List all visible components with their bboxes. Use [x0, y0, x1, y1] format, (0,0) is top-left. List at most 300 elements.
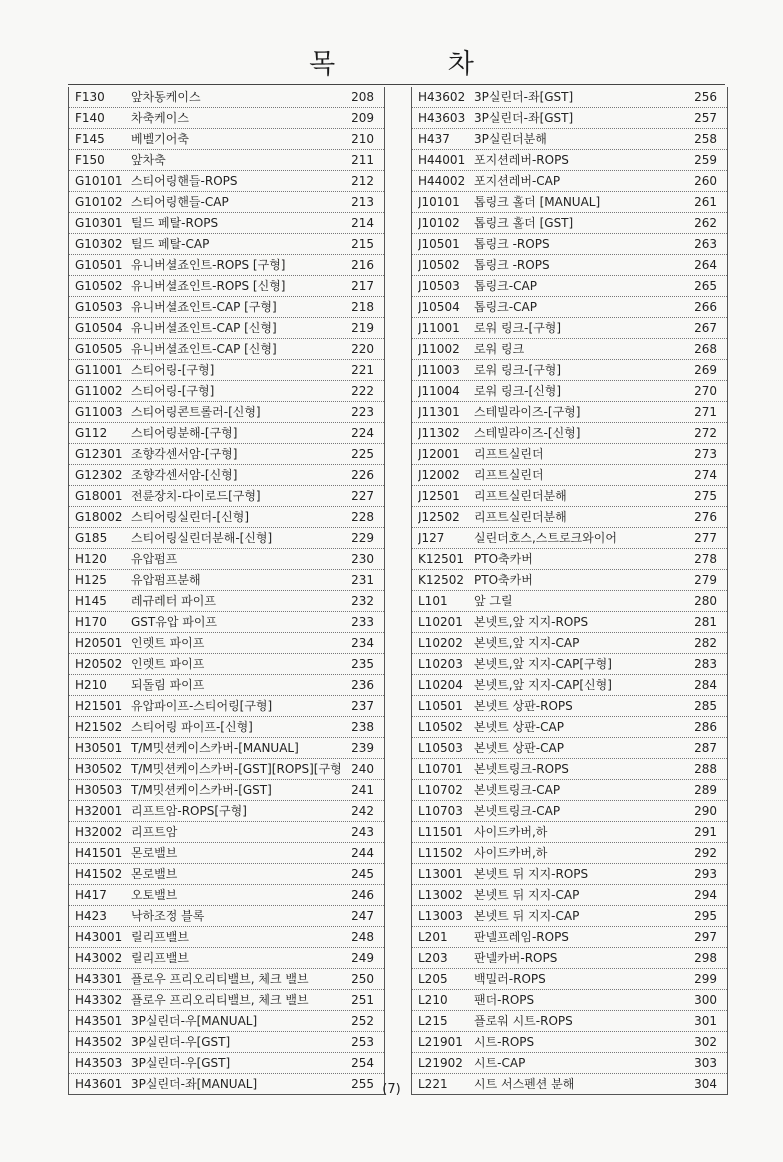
- toc-entry: [69, 192, 384, 213]
- toc-entry-code: G18002: [75, 510, 123, 524]
- toc-entry-code: K12502: [418, 573, 465, 587]
- toc-entry: [412, 906, 727, 927]
- toc-entry: [69, 150, 384, 171]
- toc-entry: [69, 129, 384, 150]
- toc-entry-page: 236: [351, 678, 374, 692]
- toc-entry: [412, 192, 727, 213]
- toc-entry-code: J11003: [418, 363, 460, 377]
- toc-entry: [69, 423, 384, 444]
- toc-entry-page: 226: [351, 468, 374, 482]
- toc-entry: [69, 381, 384, 402]
- toc-entry-page: 251: [351, 993, 374, 1007]
- toc-entry-page: 213: [351, 195, 374, 209]
- toc-entry-code: G11003: [75, 405, 123, 419]
- toc-entry-page: 220: [351, 342, 374, 356]
- toc-entry: [412, 381, 727, 402]
- toc-entry-code: L205: [418, 972, 448, 986]
- toc-entry-code: H41502: [75, 867, 123, 881]
- toc-entry-code: K12501: [418, 552, 465, 566]
- toc-entry: [69, 654, 384, 675]
- toc-entry-code: G10301: [75, 216, 123, 230]
- toc-entry-code: H423: [75, 909, 107, 923]
- toc-entry-name: 리프트실린더: [474, 468, 544, 482]
- toc-entry: [412, 969, 727, 990]
- toc-right-column: [411, 87, 728, 1095]
- toc-entry-code: F145: [75, 132, 105, 146]
- toc-entry-name: 인렛트 파이프: [131, 657, 205, 671]
- toc-entry-page: 233: [351, 615, 374, 629]
- toc-entry-name: T/M밋션케이스카버-[GST][ROPS][구형: [131, 762, 342, 776]
- toc-entry: [412, 570, 727, 591]
- toc-entry: [69, 822, 384, 843]
- toc-entry-page: 290: [694, 804, 717, 818]
- page-number: (7): [382, 1082, 401, 1097]
- toc-entry-code: G10101: [75, 174, 123, 188]
- toc-entry-name: 로워 링크-[구형]: [474, 363, 562, 377]
- toc-entry-page: 269: [694, 363, 717, 377]
- toc-entry-page: 243: [351, 825, 374, 839]
- toc-entry-page: 258: [694, 132, 717, 146]
- toc-entry-name: 스테빌라이즈-[신형]: [474, 426, 581, 440]
- toc-entry-name: 리프트암-ROPS[구형]: [131, 804, 247, 818]
- toc-entry-page: 278: [694, 552, 717, 566]
- toc-entry-name: 판넬프레임-ROPS: [474, 930, 569, 944]
- toc-entry-page: 231: [351, 573, 374, 587]
- toc-entry-code: H32002: [75, 825, 123, 839]
- toc-entry: [69, 234, 384, 255]
- toc-entry-code: H43502: [75, 1035, 123, 1049]
- toc-entry-code: H125: [75, 573, 107, 587]
- toc-entry-code: G10504: [75, 321, 123, 335]
- toc-entry-page: 283: [694, 657, 717, 671]
- toc-entry-code: G12302: [75, 468, 123, 482]
- toc-entry-page: 208: [351, 90, 374, 104]
- toc-entry-name: 로워 링크-[신형]: [474, 384, 562, 398]
- toc-entry-name: 본넷트,앞 지지-CAP[구형]: [474, 657, 612, 671]
- toc-entry-code: H43501: [75, 1014, 123, 1028]
- toc-entry: [412, 486, 727, 507]
- toc-entry-page: 215: [351, 237, 374, 251]
- toc-entry: [412, 465, 727, 486]
- toc-entry-page: 261: [694, 195, 717, 209]
- toc-entry-page: 253: [351, 1035, 374, 1049]
- toc-entry-name: 3P실린더-우[GST]: [131, 1056, 231, 1070]
- toc-entry-page: 295: [694, 909, 717, 923]
- toc-entry: [412, 423, 727, 444]
- toc-entry: [69, 948, 384, 969]
- toc-entry-page: 264: [694, 258, 717, 272]
- toc-entry: [69, 108, 384, 129]
- toc-entry-name: 유압파이프-스티어링[구형]: [131, 699, 273, 713]
- toc-entry: [412, 843, 727, 864]
- toc-entry-code: L215: [418, 1014, 448, 1028]
- toc-entry-page: 271: [694, 405, 717, 419]
- toc-entry-code: H43001: [75, 930, 123, 944]
- toc-entry-page: 232: [351, 594, 374, 608]
- toc-entry-code: J10502: [418, 258, 460, 272]
- toc-entry-code: J10101: [418, 195, 460, 209]
- toc-entry: [69, 255, 384, 276]
- toc-entry-name: 톱링크 -ROPS: [474, 258, 550, 272]
- toc-entry-code: L210: [418, 993, 448, 1007]
- toc-entry-code: J11002: [418, 342, 460, 356]
- toc-entry: [69, 507, 384, 528]
- toc-entry-name: 본넷트 뒤 지지-CAP: [474, 888, 580, 902]
- toc-entry-page: 265: [694, 279, 717, 293]
- toc-entry-code: J11302: [418, 426, 460, 440]
- toc-entry-code: L11502: [418, 846, 463, 860]
- toc-entry: [69, 360, 384, 381]
- toc-entry-page: 252: [351, 1014, 374, 1028]
- toc-entry-code: J12001: [418, 447, 460, 461]
- toc-entry-page: 301: [694, 1014, 717, 1028]
- toc-entry-code: H41501: [75, 846, 123, 860]
- toc-entry-page: 239: [351, 741, 374, 755]
- toc-entry-page: 284: [694, 678, 717, 692]
- toc-entry-page: 216: [351, 258, 374, 272]
- toc-entry-name: 앞차동케이스: [131, 90, 201, 104]
- toc-entry-code: F140: [75, 111, 105, 125]
- toc-entry-name: 3P실린더분해: [474, 132, 547, 146]
- toc-entry-name: 유니버셜죠인트-ROPS [구형]: [131, 258, 286, 272]
- toc-entry-code: J127: [418, 531, 445, 545]
- toc-entry-name: 3P실린더-좌[MANUAL]: [131, 1077, 258, 1091]
- toc-entry-name: 되돌림 파이프: [131, 678, 205, 692]
- toc-entry-name: 앞차축: [131, 153, 166, 167]
- toc-entry-code: L21902: [418, 1056, 463, 1070]
- toc-entry-code: G18001: [75, 489, 123, 503]
- toc-entry-name: 판넬카버-ROPS: [474, 951, 558, 965]
- toc-entry-page: 276: [694, 510, 717, 524]
- toc-entry-page: 242: [351, 804, 374, 818]
- toc-entry-page: 246: [351, 888, 374, 902]
- toc-entry-code: L10703: [418, 804, 463, 818]
- toc-entry-code: L10702: [418, 783, 463, 797]
- toc-entry: [412, 87, 727, 108]
- toc-entry-page: 268: [694, 342, 717, 356]
- toc-entry: [69, 675, 384, 696]
- toc-entry: [412, 885, 727, 906]
- toc-entry-page: 274: [694, 468, 717, 482]
- toc-entry-code: G12301: [75, 447, 123, 461]
- toc-entry-page: 235: [351, 657, 374, 671]
- toc-entry: [69, 486, 384, 507]
- toc-entry-page: 279: [694, 573, 717, 587]
- toc-entry-name: 본넷트 뒤 지지-ROPS: [474, 867, 589, 881]
- toc-entry-page: 298: [694, 951, 717, 965]
- toc-entry-name: 톱링크 -ROPS: [474, 237, 550, 251]
- toc-entry-name: 스테빌라이즈-[구형]: [474, 405, 581, 419]
- toc-entry-name: 유니버셜죠인트-CAP [신형]: [131, 321, 277, 335]
- toc-entry-page: 211: [351, 153, 374, 167]
- toc-entry-name: 플로워 시트-ROPS: [474, 1014, 573, 1028]
- toc-entry-page: 237: [351, 699, 374, 713]
- toc-entry-name: 릴리프밸브: [131, 930, 189, 944]
- toc-entry-name: 낙하조정 블록: [131, 909, 205, 923]
- toc-entry-page: 302: [694, 1035, 717, 1049]
- toc-entry-code: J11001: [418, 321, 460, 335]
- toc-entry-code: G10102: [75, 195, 123, 209]
- toc-entry-code: H44002: [418, 174, 466, 188]
- toc-entry-page: 214: [351, 216, 374, 230]
- toc-entry-page: 209: [351, 111, 374, 125]
- toc-entry: [412, 612, 727, 633]
- toc-entry-page: 266: [694, 300, 717, 314]
- toc-entry-code: F130: [75, 90, 105, 104]
- toc-entry: [412, 129, 727, 150]
- toc-entry: [412, 948, 727, 969]
- toc-entry-name: 레규레터 파이프: [131, 594, 216, 608]
- toc-entry-name: 스티어링 파이프-[신형]: [131, 720, 253, 734]
- toc-entry-page: 245: [351, 867, 374, 881]
- toc-entry: [412, 990, 727, 1011]
- toc-entry: [69, 885, 384, 906]
- toc-entry-page: 219: [351, 321, 374, 335]
- toc-entry: [412, 1032, 727, 1053]
- toc-entry-name: 유압펌프분해: [131, 573, 201, 587]
- toc-entry: [69, 1011, 384, 1032]
- toc-entry-name: 몬로밸브: [131, 867, 178, 881]
- toc-entry-name: 조향각센서암-[신형]: [131, 468, 238, 482]
- toc-entry-code: G112: [75, 426, 108, 440]
- toc-entry: [69, 990, 384, 1011]
- toc-entry-name: 틸드 페탈-CAP: [131, 237, 210, 251]
- toc-entry: [69, 1032, 384, 1053]
- toc-entry: [412, 696, 727, 717]
- toc-entry-code: H30501: [75, 741, 123, 755]
- toc-entry-name: 유니버셜죠인트-ROPS [신형]: [131, 279, 286, 293]
- toc-entry-name: GST유압 파이프: [131, 615, 218, 629]
- toc-entry-code: J10501: [418, 237, 460, 251]
- toc-entry: [412, 780, 727, 801]
- toc-entry-name: 스티어링핸들-CAP: [131, 195, 229, 209]
- toc-entry-name: 스티어링콘트롤러-[신형]: [131, 405, 261, 419]
- toc-entry-page: 256: [694, 90, 717, 104]
- toc-entry-page: 299: [694, 972, 717, 986]
- toc-entry-name: 스티어링분해-[구형]: [131, 426, 238, 440]
- toc-entry-page: 234: [351, 636, 374, 650]
- toc-entry-name: 오토밸브: [131, 888, 178, 902]
- toc-entry-name: 팬더-ROPS: [474, 993, 535, 1007]
- toc-entry-page: 222: [351, 384, 374, 398]
- toc-entry-page: 286: [694, 720, 717, 734]
- toc-entry-page: 223: [351, 405, 374, 419]
- toc-entry-code: L221: [418, 1077, 448, 1091]
- toc-entry-code: H43002: [75, 951, 123, 965]
- toc-entry-name: PTO축카버: [474, 552, 533, 566]
- toc-entry-page: 273: [694, 447, 717, 461]
- toc-entry-name: 스티어링핸들-ROPS: [131, 174, 238, 188]
- toc-entry-name: 차축케이스: [131, 111, 189, 125]
- toc-entry: [412, 360, 727, 381]
- toc-entry-page: 303: [694, 1056, 717, 1070]
- toc-entry: [412, 675, 727, 696]
- toc-entry: [412, 444, 727, 465]
- toc-entry-name: 본넷트 뒤 지지-CAP: [474, 909, 580, 923]
- toc-entry-code: L10204: [418, 678, 463, 692]
- toc-entry-name: 백밀러-ROPS: [474, 972, 546, 986]
- toc-entry-page: 254: [351, 1056, 374, 1070]
- toc-entry-name: 톱링크 홀더 [MANUAL]: [474, 195, 601, 209]
- toc-entry-code: H43503: [75, 1056, 123, 1070]
- toc-entry: [412, 276, 727, 297]
- toc-entry-name: 스티어링실린더-[신형]: [131, 510, 250, 524]
- toc-entry-name: 리프트암: [131, 825, 178, 839]
- toc-entry: [69, 276, 384, 297]
- toc-entry-page: 280: [694, 594, 717, 608]
- toc-entry: [69, 297, 384, 318]
- page-title: 목 차: [309, 49, 526, 80]
- toc-entry: [69, 402, 384, 423]
- toc-entry: [412, 822, 727, 843]
- toc-entry: [69, 969, 384, 990]
- toc-entry-code: H30503: [75, 783, 123, 797]
- toc-entry-code: L10502: [418, 720, 463, 734]
- toc-entry-page: 217: [351, 279, 374, 293]
- toc-entry-name: 본넷트 상판-CAP: [474, 741, 564, 755]
- title-divider: [68, 84, 725, 85]
- toc-entry-code: J10503: [418, 279, 460, 293]
- toc-entry: [412, 591, 727, 612]
- toc-entry: [69, 759, 384, 780]
- toc-entry-page: 224: [351, 426, 374, 440]
- toc-entry-page: 288: [694, 762, 717, 776]
- toc-entry-code: J12502: [418, 510, 460, 524]
- toc-entry-name: 로워 링크: [474, 342, 525, 356]
- toc-entry: [412, 234, 727, 255]
- toc-entry: [412, 402, 727, 423]
- toc-entry-code: H30502: [75, 762, 123, 776]
- toc-entry: [412, 549, 727, 570]
- toc-entry: [69, 738, 384, 759]
- toc-entry-page: 270: [694, 384, 717, 398]
- toc-entry-code: L13001: [418, 867, 463, 881]
- toc-entry: [69, 864, 384, 885]
- toc-entry-code: L203: [418, 951, 448, 965]
- toc-entry-name: 플로우 프리오리티밸브, 체크 밸브: [131, 972, 309, 986]
- toc-entry-code: H43601: [75, 1077, 123, 1091]
- toc-entry-page: 241: [351, 783, 374, 797]
- toc-entry-name: 앞 그릴: [474, 594, 513, 608]
- toc-entry-name: 3P실린더-좌[GST]: [474, 111, 574, 125]
- toc-entry-name: T/M밋션케이스카버-[GST]: [131, 783, 272, 797]
- toc-entry-name: 3P실린더-우[GST]: [131, 1035, 231, 1049]
- toc-entry: [412, 108, 727, 129]
- toc-entry: [69, 1053, 384, 1074]
- toc-entry-code: H437: [418, 132, 450, 146]
- toc-entry-page: 227: [351, 489, 374, 503]
- toc-entry-name: 릴리프밸브: [131, 951, 189, 965]
- toc-entry-code: H417: [75, 888, 107, 902]
- toc-entry-name: 본넷트,앞 지지-CAP[신형]: [474, 678, 612, 692]
- toc-entry-page: 260: [694, 174, 717, 188]
- toc-entry-name: 유니버셜죠인트-CAP [구형]: [131, 300, 277, 314]
- toc-entry-code: J10102: [418, 216, 460, 230]
- toc-entry-page: 229: [351, 531, 374, 545]
- toc-entry-page: 250: [351, 972, 374, 986]
- toc-entry: [412, 927, 727, 948]
- toc-entry: [412, 759, 727, 780]
- toc-entry: [69, 213, 384, 234]
- toc-entry-page: 240: [351, 762, 374, 776]
- toc-entry-code: L11501: [418, 825, 463, 839]
- toc-entry-page: 289: [694, 783, 717, 797]
- toc-entry-page: 263: [694, 237, 717, 251]
- toc-entry: [412, 171, 727, 192]
- toc-entry-name: 리프트실린더: [474, 447, 544, 461]
- toc-entry-name: 스티어링-[구형]: [131, 363, 215, 377]
- toc-entry-code: J11004: [418, 384, 460, 398]
- toc-entry-name: 인렛트 파이프: [131, 636, 205, 650]
- toc-entry: [69, 87, 384, 108]
- toc-entry-name: 본넷트,앞 지지-ROPS: [474, 615, 589, 629]
- toc-entry-name: 본넷트링크-CAP: [474, 783, 561, 797]
- toc-entry-code: H43602: [418, 90, 466, 104]
- toc-entry-code: L21901: [418, 1035, 463, 1049]
- toc-entry-page: 228: [351, 510, 374, 524]
- toc-entry: [412, 339, 727, 360]
- toc-entry-code: L13003: [418, 909, 463, 923]
- toc-entry-page: 259: [694, 153, 717, 167]
- toc-entry: [412, 1053, 727, 1074]
- toc-entry: [69, 528, 384, 549]
- toc-entry-name: 전륜장치-다이로드[구형]: [131, 489, 261, 503]
- toc-entry-page: 291: [694, 825, 717, 839]
- toc-entry-name: 베벨기어축: [131, 132, 189, 146]
- toc-entry: [412, 1011, 727, 1032]
- toc-entry: [69, 339, 384, 360]
- toc-entry-name: 조향각센서암-[구형]: [131, 447, 238, 461]
- toc-entry: [69, 591, 384, 612]
- toc-entry-code: H43603: [418, 111, 466, 125]
- toc-entry-name: 본넷트 상판-ROPS: [474, 699, 573, 713]
- toc-entry-name: 유압펌프: [131, 552, 178, 566]
- toc-entry-code: G11001: [75, 363, 123, 377]
- toc-left-column: [68, 87, 385, 1095]
- toc-entry-code: H32001: [75, 804, 123, 818]
- toc-entry-page: 292: [694, 846, 717, 860]
- toc-entry-name: 실린더호스,스트로크와이어: [474, 531, 617, 545]
- toc-entry-code: L10202: [418, 636, 463, 650]
- toc-entry: [69, 549, 384, 570]
- toc-entry-name: 리프트실린더분해: [474, 510, 567, 524]
- toc-entry-name: 본넷트,앞 지지-CAP: [474, 636, 580, 650]
- toc-entry: [69, 171, 384, 192]
- toc-entry-code: J12002: [418, 468, 460, 482]
- toc-entry-name: 스티어링-[구형]: [131, 384, 215, 398]
- toc-entry-name: 포지션레버-CAP: [474, 174, 561, 188]
- toc-entry: [412, 717, 727, 738]
- toc-entry-page: 244: [351, 846, 374, 860]
- toc-entry-code: L13002: [418, 888, 463, 902]
- toc-entry: [412, 801, 727, 822]
- toc-entry-code: F150: [75, 153, 105, 167]
- toc-entry-code: H43301: [75, 972, 123, 986]
- toc-entry-page: 277: [694, 531, 717, 545]
- toc-entry: [69, 906, 384, 927]
- toc-entry: [69, 717, 384, 738]
- toc-entry-name: 톱링크 홀더 [GST]: [474, 216, 574, 230]
- toc-entry: [412, 507, 727, 528]
- toc-entry-page: 257: [694, 111, 717, 125]
- toc-entry-name: 시트 서스펜션 분해: [474, 1077, 575, 1091]
- toc-entry-page: 293: [694, 867, 717, 881]
- toc-entry-page: 272: [694, 426, 717, 440]
- toc-entry-code: G185: [75, 531, 108, 545]
- toc-entry-page: 221: [351, 363, 374, 377]
- toc-entry: [69, 927, 384, 948]
- toc-entry-page: 297: [694, 930, 717, 944]
